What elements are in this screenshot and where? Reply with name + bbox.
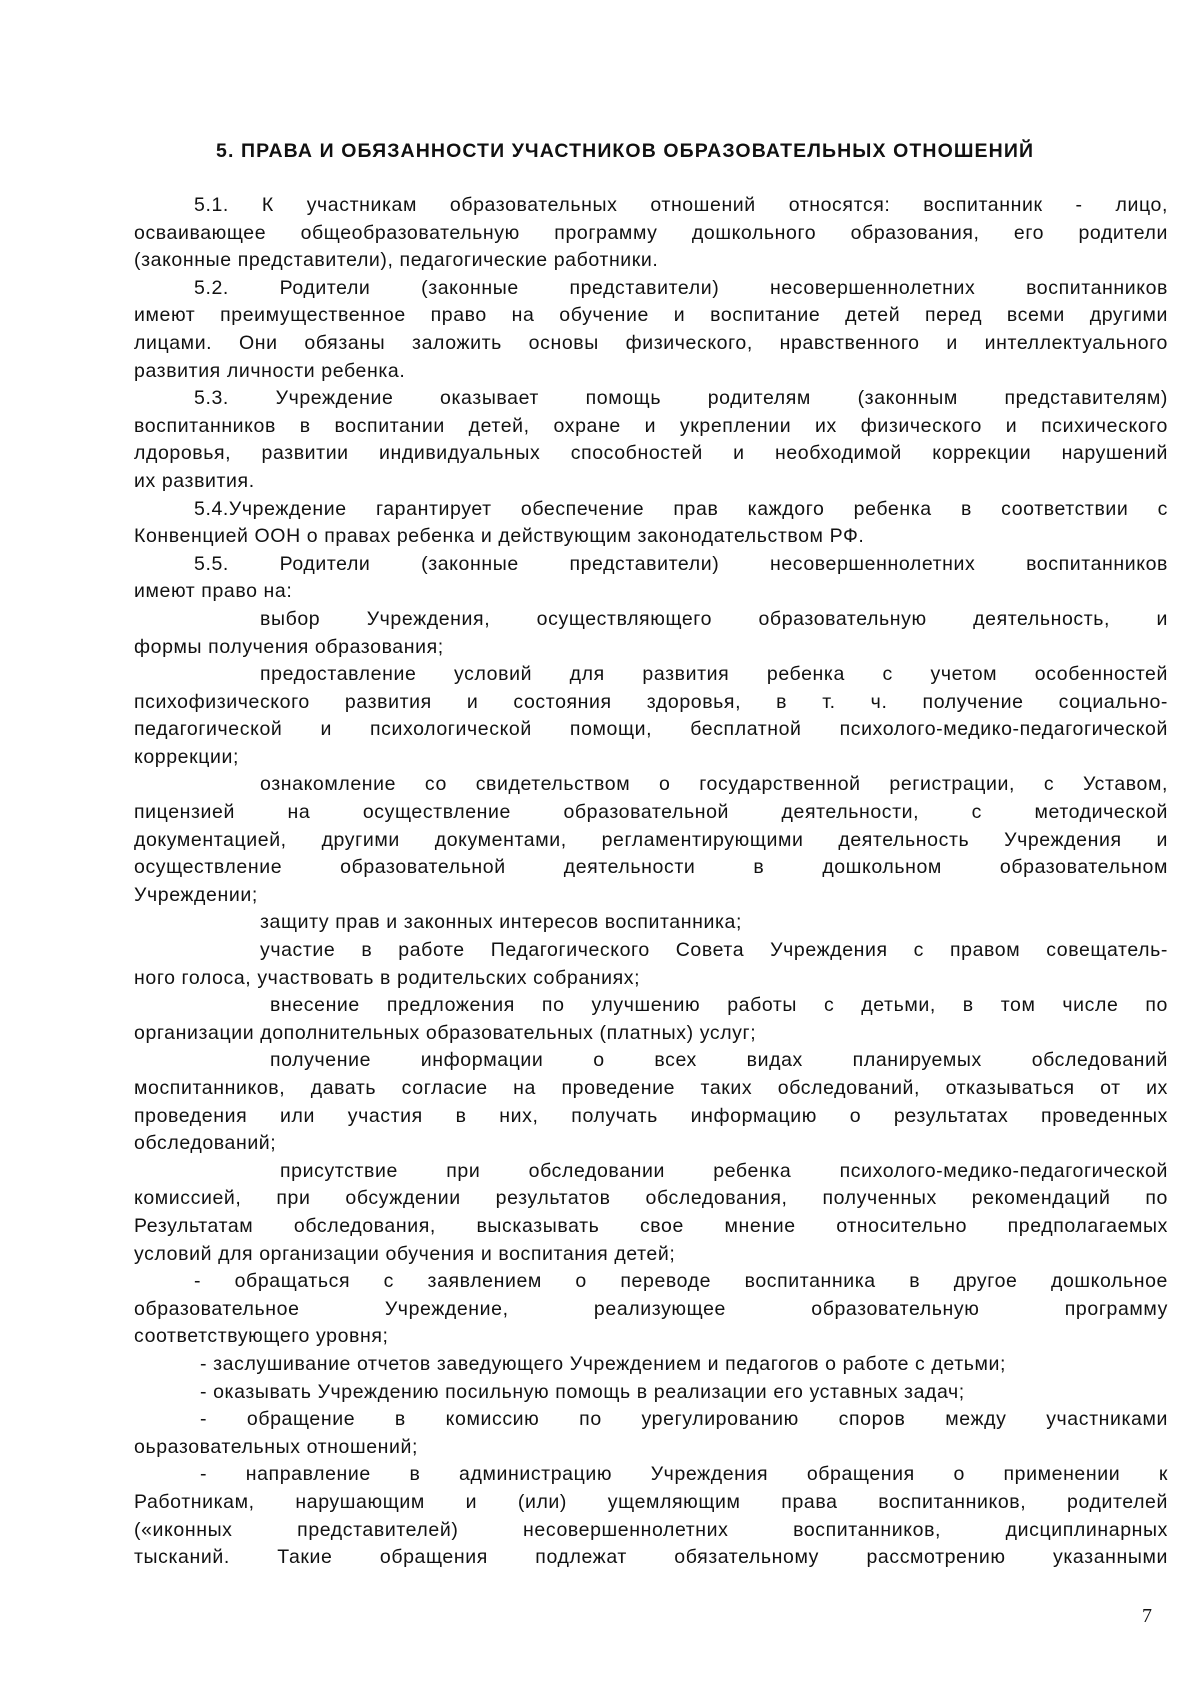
text-line: лицами. Они обязаны заложить основы физического, нравственного и интеллектуального <box>134 331 1168 354</box>
text-line: психофизического развития и состояния здоровья, в т. ч. получение социально- <box>134 690 1168 713</box>
text-line: присутствие при обследовании ребенка психолого-медико-педагогической <box>280 1159 1168 1182</box>
text-line: - оказывать Учреждению посильную помощь в реализации его уставных задач; <box>200 1380 965 1403</box>
text-line: 5.4.Учреждение гарантирует обеспечение прав каждого ребенка в соответствии с <box>194 497 1168 520</box>
text-line: имеют преимущественное право на обучение и воспитание детей перед всеми другими <box>134 304 1168 327</box>
text-line: Учреждении; <box>134 883 258 906</box>
text-line: условий для организации обучения и воспитания детей; <box>134 1242 676 1265</box>
page-number: 7 <box>1142 1605 1152 1627</box>
text-line: 5.1. К участникам образовательных отношений относятся: воспитанник - лицо, <box>194 194 1168 216</box>
text-line: лдоровья, развитии индивидуальных способностей и необходимой коррекции нарушений <box>134 442 1168 465</box>
text-line: предоставление условий для развития ребенка с учетом особенностей <box>260 663 1168 686</box>
text-line: оьразовательных отношений; <box>134 1435 419 1458</box>
text-line: комиссией, при обсуждении результатов обследования, полученных рекомендаций по <box>134 1187 1168 1210</box>
text-line: формы получения образования; <box>134 635 444 658</box>
text-line: - заслушивание отчетов заведующего Учреждением и педагогов о работе с детьми; <box>200 1352 1006 1375</box>
text-line: («иконных представителей) несовершеннолетних воспитанников, дисциплинарных <box>134 1518 1168 1541</box>
text-line: 5.3. Учреждение оказывает помощь родителям (законным представителям) <box>194 387 1168 410</box>
text-line: развития личности ребенка. <box>134 359 406 382</box>
text-line: выбор Учреждения, осуществляющего образовательную деятельность, и <box>260 607 1168 630</box>
text-line: 5.5. Родители (законные представители) несовершеннолетних воспитанников <box>194 552 1168 575</box>
text-line: - обращение в комиссию по урегулированию споров между участниками <box>200 1408 1168 1431</box>
text-line: - обращаться с заявлением о переводе воспитанника в другое дошкольное <box>194 1270 1168 1293</box>
text-line: соответствующего уровня; <box>134 1325 389 1348</box>
section-title: 5. ПРАВА И ОБЯЗАННОСТИ УЧАСТНИКОВ ОБРАЗОВАТЕЛЬНЫХ ОТНОШЕНИЙ <box>216 140 1035 162</box>
text-line: (законные представители), педагогические работники. <box>134 249 659 272</box>
text-line: коррекции; <box>134 745 240 768</box>
text-line: Работникам, нарушающим и (или) ущемляющим права воспитанников, родителей <box>134 1490 1168 1513</box>
text-line: ознакомление со свидетельством о государственной регистрации, с Уставом, <box>260 773 1168 796</box>
text-line: внесение предложения по улучшению работы с детьми, в том числе по <box>270 994 1168 1017</box>
text-line: участие в работе Педагогического Совета Учреждения с правом совещатель- <box>260 939 1168 962</box>
text-line: Результатам обследования, высказывать свое мнение относительно предполагаемых <box>134 1214 1168 1237</box>
text-line: образовательное Учреждение, реализующее образовательную программу <box>134 1297 1168 1320</box>
text-line: получение информации о всех видах планируемых обследований <box>270 1049 1168 1072</box>
text-line: обследований; <box>134 1132 277 1155</box>
text-line: ного голоса, участвовать в родительских собраниях; <box>134 966 641 989</box>
text-line: 5.2. Родители (законные представители) несовершеннолетних воспитанников <box>194 276 1168 299</box>
text-line: моспитанников, давать согласие на проведение таких обследований, отказываться от их <box>134 1077 1168 1099</box>
text-line: их развития. <box>134 469 255 492</box>
text-line: - направление в администрацию Учреждения обращения о применении к <box>200 1463 1168 1486</box>
text-line: проведения или участия в них, получать информацию о результатах проведенных <box>134 1104 1168 1127</box>
text-line: педагогической и психологической помощи, бесплатной психолого-медико-педагогической <box>134 718 1168 741</box>
text-line: документацией, другими документами, регламентирующими деятельность Учреждения и <box>134 828 1168 851</box>
text-line: Конвенцией ООН о правах ребенка и действующим законодательством РФ. <box>134 525 865 548</box>
document-body <box>134 192 1168 1572</box>
text-line: тысканий. Такие обращения подлежат обязательному рассмотрению указанными <box>134 1546 1168 1569</box>
text-line: осваивающее общеобразовательную программу дошкольного образования, его родители <box>134 221 1168 244</box>
text-line: имеют право на: <box>134 580 293 603</box>
text-line: пицензией на осуществление образовательной деятельности, с методической <box>134 801 1168 824</box>
text-line: защиту прав и законных интересов воспитанника; <box>260 911 742 934</box>
text-line: организации дополнительных образовательных (платных) услуг; <box>134 1021 757 1044</box>
text-line: осуществление образовательной деятельности в дошкольном образовательном <box>134 856 1168 879</box>
text-line: воспитанников в воспитании детей, охране и укреплении их физического и психического <box>134 414 1168 437</box>
